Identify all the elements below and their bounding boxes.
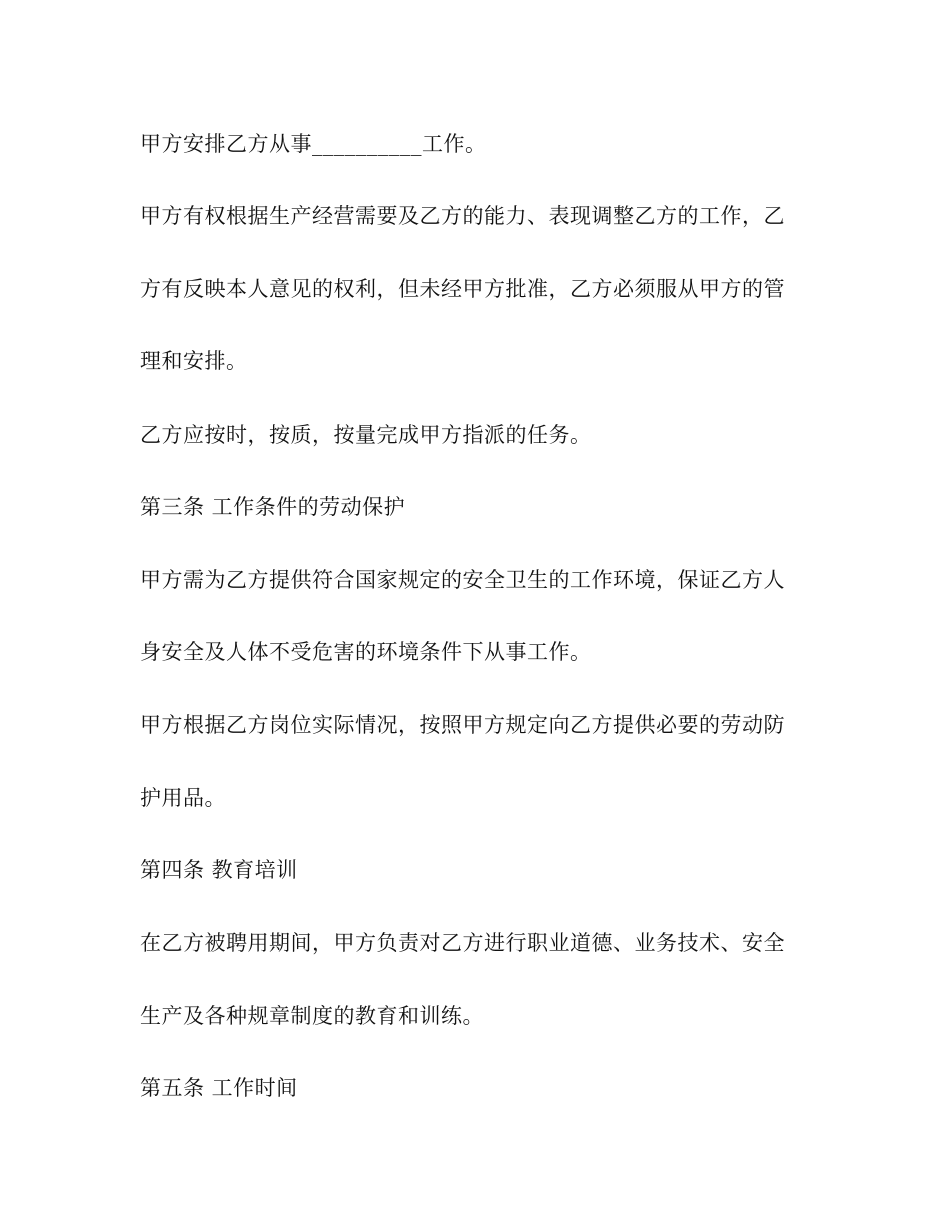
paragraph-adjust-work-line-1: 甲方有权根据生产经营需要及乙方的能力、表现调整乙方的工作，乙: [140, 204, 785, 228]
paragraph-protective-gear-line-1: 甲方根据乙方岗位实际情况，按照甲方规定向乙方提供必要的劳动防: [140, 713, 785, 737]
paragraph-safe-environment-line-1: 甲方需为乙方提供符合国家规定的安全卫生的工作环境，保证乙方人: [140, 568, 785, 592]
section-heading-article-5: 第五条 工作时间: [140, 1076, 298, 1100]
paragraph-protective-gear-line-2: 护用品。: [140, 786, 226, 810]
paragraph-adjust-work-line-2: 方有反映本人意见的权利，但未经甲方批准，乙方必须服从甲方的管: [140, 277, 785, 301]
paragraph-safe-environment-line-2: 身安全及人体不受危害的环境条件下从事工作。: [140, 640, 592, 664]
paragraph-training-line-1: 在乙方被聘用期间，甲方负责对乙方进行职业道德、业务技术、安全: [140, 931, 785, 955]
section-heading-article-3: 第三条 工作条件的劳动保护: [140, 495, 406, 519]
section-heading-article-4: 第四条 教育培训: [140, 858, 298, 882]
paragraph-training-line-2: 生产及各种规章制度的教育和训练。: [140, 1004, 484, 1028]
paragraph-adjust-work-line-3: 理和安排。: [140, 349, 248, 373]
paragraph-work-assignment: 甲方安排乙方从事__________工作。: [140, 132, 487, 156]
paragraph-complete-tasks: 乙方应按时，按质，按量完成甲方指派的任务。: [140, 423, 592, 447]
